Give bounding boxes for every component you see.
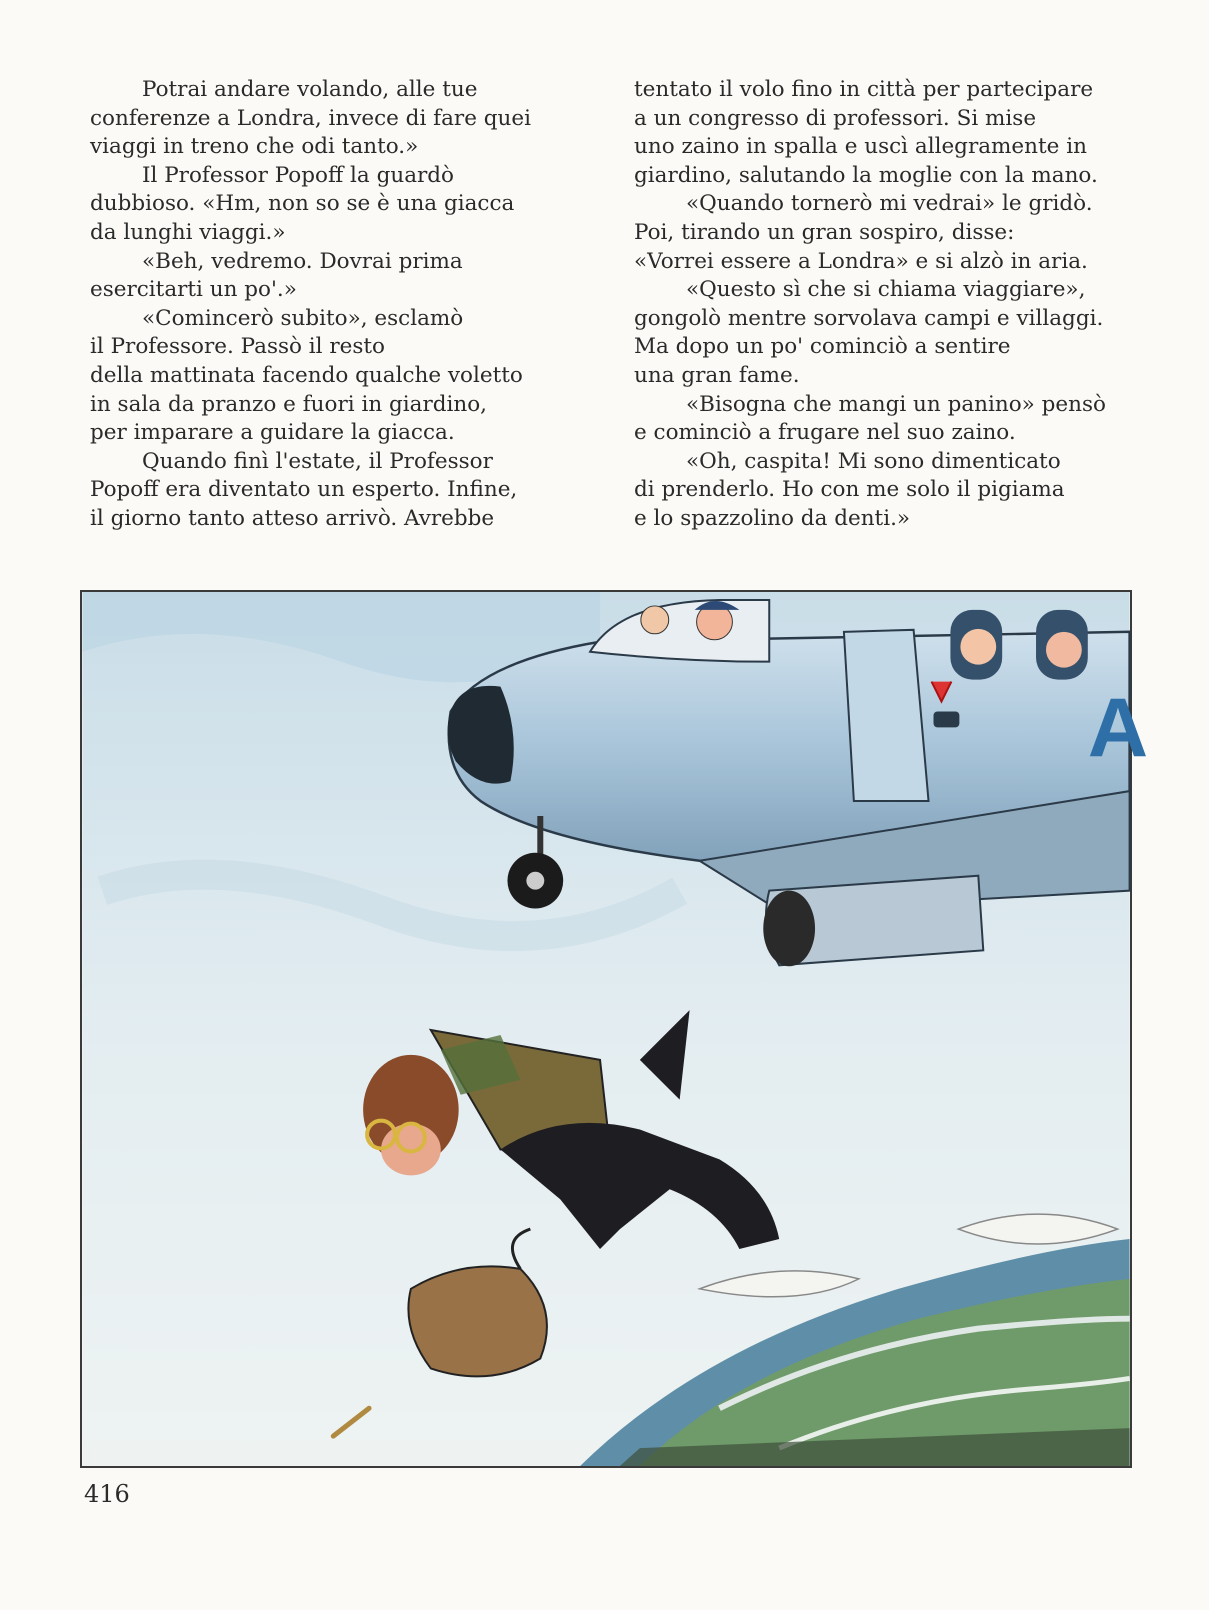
text-line: Potrai andare volando, alle tue — [142, 77, 478, 102]
backpack — [408, 1266, 547, 1376]
left-text-column — [90, 76, 585, 534]
text-line: e cominciò a frugare nel suo zaino. — [634, 420, 1016, 446]
right-text-column — [634, 76, 1149, 534]
text-line: una gran fame. — [634, 362, 800, 388]
text-line: per imparare a guidare la giacca. — [90, 420, 455, 446]
text-line: «Vorrei essere a Londra» e si alzò in aria. — [634, 248, 1088, 274]
text-line: il giorno tanto atteso arrivò. Avrebbe — [90, 505, 495, 531]
text-line: da lunghi viaggi.» — [90, 219, 286, 245]
text-line: uno zaino in spalla e uscì allegramente in — [634, 134, 1087, 160]
text-line: tentato il volo fino in città per partecipare — [634, 77, 1094, 102]
text-line: gongolò mentre sorvolava campi e villaggi. — [634, 305, 1104, 331]
text-line: il Professore. Passò il resto — [90, 334, 386, 360]
text-line: «Beh, vedremo. Dovrai prima — [142, 248, 463, 274]
text-line: giardino, salutando la moglie con la mano. — [634, 162, 1098, 188]
text-line: a un congresso di professori. Si mise — [634, 105, 1037, 131]
text-line: Ma dopo un po' cominciò a sentire — [634, 334, 1011, 360]
text-line: «Bisogna che mangi un panino» pensò — [686, 391, 1106, 417]
plane-tail-letter: A — [1087, 680, 1149, 775]
text-line: Quando finì l'estate, il Professor — [142, 448, 493, 474]
text-line: Popoff era diventato un esperto. Infine, — [90, 477, 518, 503]
text-line: in sala da pranzo e fuori in giardino, — [90, 391, 488, 417]
text-line: «Oh, caspita! Mi sono dimenticato — [686, 448, 1061, 474]
text-line: esercitarti un po'.» — [90, 277, 297, 303]
text-line: di prenderlo. Ho con me solo il pigiama — [634, 477, 1065, 503]
text-line: viaggi in treno che odi tanto.» — [90, 134, 419, 160]
text-line: della mattinata facendo qualche voletto — [90, 362, 523, 388]
text-line: dubbioso. «Hm, non so se è una giacca — [90, 191, 515, 217]
text-line: conferenze a Londra, invece di fare quei — [90, 105, 531, 131]
page-number: 416 — [84, 1480, 130, 1508]
text-line: «Comincerò subito», esclamò — [142, 305, 464, 331]
door — [844, 630, 929, 801]
text-line: Poi, tirando un gran sospiro, disse: — [634, 219, 1015, 245]
text-line: «Quando tornerò mi vedrai» le gridò. — [686, 191, 1093, 217]
story-illustration — [80, 590, 1149, 1468]
text-line: «Questo sì che si chiama viaggiare», — [686, 277, 1086, 303]
text-line: Il Professor Popoff la guardò — [142, 162, 454, 188]
text-line: e lo spazzolino da denti.» — [634, 505, 911, 531]
